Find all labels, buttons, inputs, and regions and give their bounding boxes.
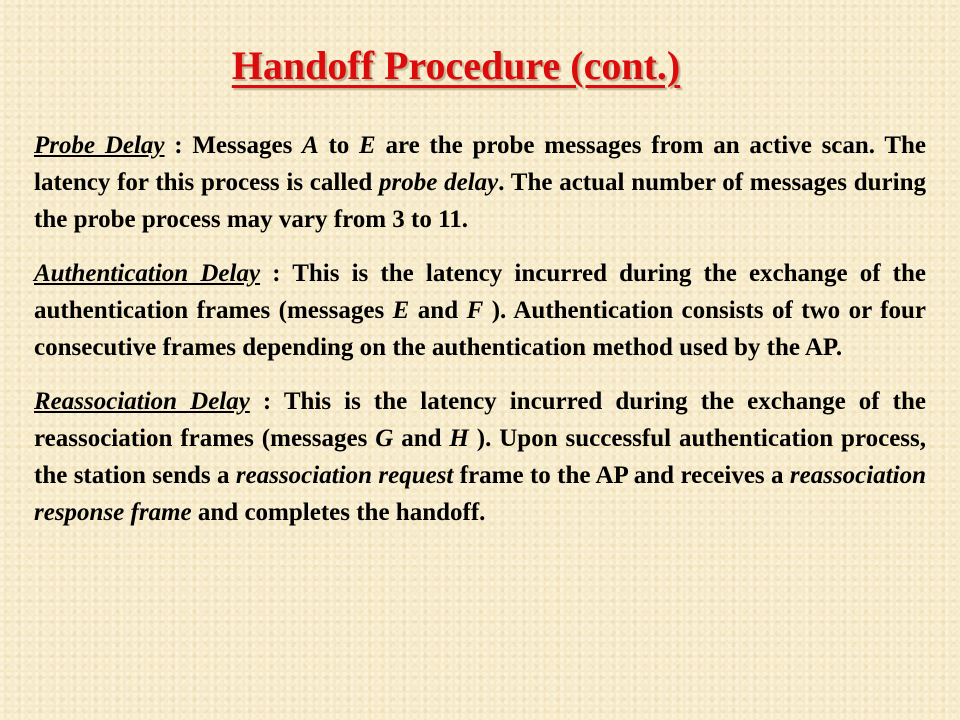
italic-text: E: [359, 132, 376, 159]
italic-text: H: [449, 425, 469, 452]
italic-text: reassociation request: [235, 462, 454, 489]
italic-text: G: [375, 425, 394, 452]
italic-text: A: [302, 132, 319, 159]
term-probe-delay: Probe Delay: [34, 132, 165, 159]
body-text: : This is the latency incurred during the exchange of the reassociation frames (messages: [34, 388, 926, 452]
paragraph-probe-delay: [34, 127, 926, 238]
italic-text: probe delay: [379, 169, 499, 196]
body-text: : This is the latency incurred during the exchange of the authentication frames (messages: [34, 260, 926, 324]
body-text: to: [318, 132, 360, 159]
body-text: ). Authentication consists of two or four consecutive frames depending on the authentication method used by the AP.: [34, 297, 927, 361]
body-text: ). Upon successful authentication process, the station sends a: [34, 425, 926, 489]
term-reassociation-delay: Reassociation Delay: [34, 388, 250, 415]
slide-title: Handoff Procedure (cont.): [231, 43, 681, 88]
paragraph-authentication-delay: [34, 255, 926, 366]
body-text: : Messages: [174, 132, 303, 159]
body-text: and: [393, 425, 450, 452]
body-text: and completes the handoff.: [191, 499, 486, 526]
italic-text: F: [466, 297, 484, 324]
term-authentication-delay: Authentication Delay: [34, 260, 261, 287]
italic-text: reassociation response frame: [34, 462, 927, 526]
body-text: . The actual number of messages during the probe process may vary from 3 to 11.: [34, 169, 926, 233]
body-text: and: [409, 297, 467, 324]
italic-text: E: [392, 297, 410, 324]
body-text: are the probe messages from an active scan. The latency for this process is called: [34, 132, 927, 196]
slide-body: [34, 127, 926, 548]
body-text: frame to the AP and receives a: [453, 462, 790, 489]
paragraph-reassociation-delay: [34, 383, 926, 531]
